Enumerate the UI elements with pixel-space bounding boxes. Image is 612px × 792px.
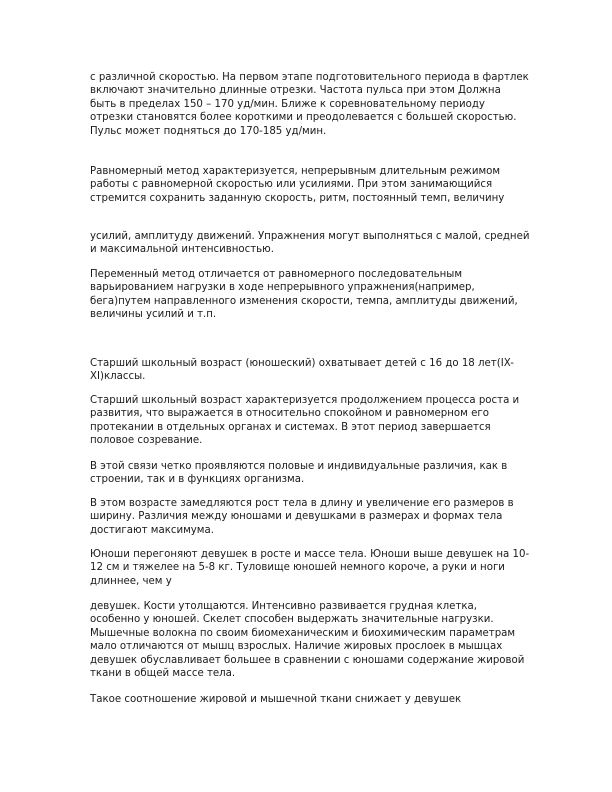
paragraph-body-size: В этом возрасте замедляются рост тела в длину и увеличение его размеров в ширину. Различия между юношами и девушками в размерах и формах тела достигают максимума. bbox=[90, 498, 514, 536]
paragraph-senior-school-age: Старший школьный возраст (юношеский) охватывает детей с 16 до 18 лет(IX-XI)классы. bbox=[90, 358, 514, 383]
paragraph-uniform-method: Равномерный метод характеризуется, непрерывным длительным режимом работы с равномерной скоростью или усилиями. При этом занимающийся стремится сохранить заданную скорость, ритм, постоянный темп, величину bbox=[90, 166, 505, 204]
paragraph-variable-method: Переменный метод отличается от равномерного последовательным варьированием нагрузки в ходе непрерывного упражнения(например, бега)путем направленного изменения скорости, темпа, амплитуды движений, величины усилий и т.п. bbox=[90, 269, 518, 321]
paragraph-fat-muscle-ratio: Такое соотношение жировой и мышечной ткани снижает у девушек bbox=[90, 694, 462, 705]
paragraph-bones-muscles: девушек. Кости утолщаются. Интенсивно развивается грудная клетка, особенно у юношей. Скелет способен выдержать значительные нагрузки. Мышечные волокна по своим биомеханическим и биохимическим параметрам мало отличаются от мышц взрослых. Наличие жировых прослоек в мышцах девушек обуславливает большее в сравнении с юношами содержание жировой ткани в общей массе тела. bbox=[90, 601, 525, 680]
paragraph-sex-differences: В этой связи четко проявляются половые и индивидуальные различия, как в строении, так и в функциях организма. bbox=[90, 461, 508, 486]
paragraph-growth-development: Старший школьный возраст характеризуется продолжением процесса роста и развития, что выражается в относительно спокойном и равномерном его протекании в отдельных органах и системах. В этот период завершается половое созревание. bbox=[90, 395, 520, 447]
paragraph-fartlek-pulse: с различной скоростью. На первом этапе подготовительного периода в фартлек включают значительно длинные отрезки. Частота пульса при этом Должна быть в пределах 150 – 170 уд/мин. Ближе к соревновательному периоду отрезки становятся более короткими и преодолевается с большей скоростью. Пульс может подняться до 170-185 уд/мин. bbox=[90, 72, 529, 137]
paragraph-boys-girls-height: Юноши перегоняют девушек в росте и массе тела. Юноши выше девушек на 10-12 см и тяжелее на 5-8 кг. Туловище юношей немного короче, а руки и ноги длиннее, чем у bbox=[90, 549, 530, 587]
paragraph-uniform-method-continued: усилий, амплитуду движений. Упражнения могут выполняться с малой, средней и максимальной интенсивностью. bbox=[90, 231, 530, 256]
